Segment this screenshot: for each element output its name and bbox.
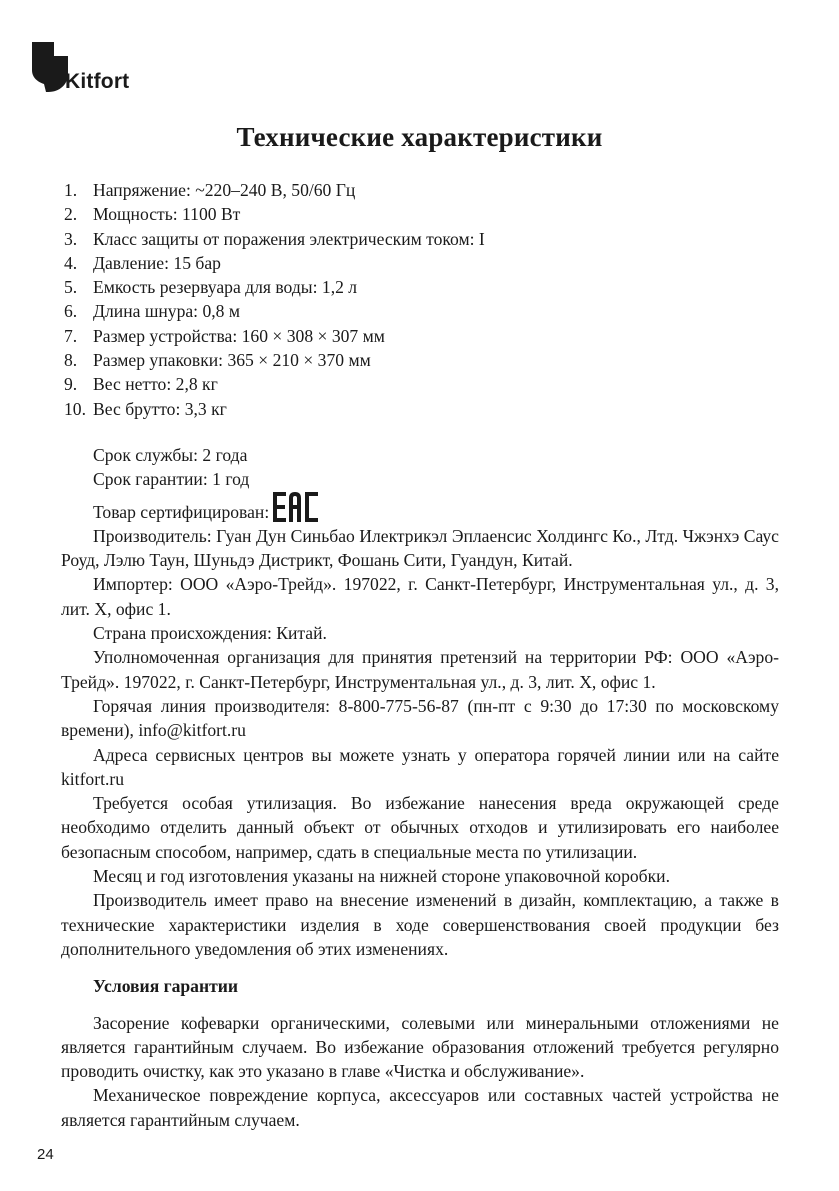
spec-number: 1. bbox=[64, 180, 78, 200]
info-section bbox=[61, 443, 779, 1132]
spec-number: 9. bbox=[64, 374, 78, 395]
manufacture-date: Месяц и год изготовления указаны на нижней стороне упаковочной коробки. bbox=[93, 866, 670, 887]
country-of-origin: Страна происхождения: Китай. bbox=[93, 623, 327, 644]
spec-text: Давление: 15 бар bbox=[93, 252, 221, 273]
spec-item bbox=[64, 372, 485, 396]
authorized-organization: Уполномоченная организация для принятия претензий на территории РФ: ООО «Аэро-Трейд». 197022, г. Санкт-Петербург, Инструментальная ул., д. 3, лит. Х, офис 1. bbox=[61, 647, 779, 692]
spec-item bbox=[64, 299, 485, 323]
spec-item bbox=[64, 202, 485, 226]
spec-item bbox=[64, 251, 485, 275]
manufacturer: Производитель: Гуан Дун Синьбао Илектрикэл Эплаенсис Холдингс Ко., Лтд. Чжэнхэ Саус Роуд, Лэлю Таун, Шуньдэ Дистрикт, Фошань Сити, Гуандун, Китай. bbox=[61, 525, 779, 571]
spec-text: Размер устройства: 160 × 308 × 307 мм bbox=[93, 325, 385, 346]
spec-item bbox=[64, 178, 485, 202]
certification-line bbox=[61, 492, 779, 524]
spec-text: Вес нетто: 2,8 кг bbox=[93, 374, 218, 395]
specs-list bbox=[64, 178, 485, 421]
disposal-notice: Требуется особая утилизация. Во избежание нанесения вреда окружающей среде необходимо отделить данный объект от обычных отходов и утилизировать его наиболее безопасным способом, например, сдать в специальные места по утилизации. bbox=[61, 793, 779, 862]
spec-text: Класс защиты от поражения электрическим током: I bbox=[93, 228, 485, 249]
eac-mark-icon bbox=[273, 492, 319, 522]
spec-item bbox=[64, 275, 485, 299]
spec-number: 5. bbox=[64, 277, 78, 298]
spec-number: 4. bbox=[64, 252, 78, 273]
service-life: Срок службы: 2 года bbox=[93, 445, 248, 465]
importer: Импортер: ООО «Аэро-Трейд». 197022, г. Санкт-Петербург, Инструментальная ул., д. 3, лит. Х, офис 1. bbox=[61, 574, 779, 619]
certification-label: Товар сертифицирован: bbox=[93, 501, 270, 522]
spec-item bbox=[64, 397, 485, 421]
page-number: 24 bbox=[37, 1146, 54, 1163]
hotline: Горячая линия производителя: 8-800-775-56-87 (пн-пт с 9:30 до 17:30 по московскому времени), info@kitfort.ru bbox=[61, 695, 779, 741]
spec-text: Емкость резервуара для воды: 1,2 л bbox=[93, 277, 358, 298]
warranty-clause-1: Засорение кофеварки органическими, солевыми или минеральными отложениями не является гарантийным случаем. Во избежание образования отложений требуется регулярно проводить очистку, как это указано в главе «Чистка и обслуживание». bbox=[61, 1012, 779, 1082]
spec-text: Мощность: 1100 Вт bbox=[93, 204, 241, 225]
spec-text: Длина шнура: 0,8 м bbox=[93, 301, 240, 322]
brand-name: Kitfort bbox=[65, 70, 130, 93]
spec-number: 6. bbox=[64, 301, 78, 322]
service-centers: Адреса сервисных центров вы можете узнать у оператора горячей линии или на сайте kitfort.ru bbox=[61, 744, 779, 789]
spec-item bbox=[64, 348, 485, 372]
warranty-heading: Условия гарантии bbox=[93, 976, 239, 997]
brand-logo bbox=[30, 40, 160, 100]
spec-text: Размер упаковки: 365 × 210 × 370 мм bbox=[93, 350, 371, 371]
spec-number: 10. bbox=[64, 398, 86, 419]
spec-text: Напряжение: ~220–240 В, 50/60 Гц bbox=[93, 180, 356, 200]
spec-number: 8. bbox=[64, 350, 78, 371]
page-title: Технические характеристики bbox=[236, 122, 603, 152]
warranty-clause-2: Механическое повреждение корпуса, аксессуаров или составных частей устройства не является гарантийным случаем. bbox=[61, 1085, 779, 1130]
spec-number: 3. bbox=[64, 228, 78, 249]
warranty-period: Срок гарантии: 1 год bbox=[93, 469, 250, 490]
spec-number: 7. bbox=[64, 325, 78, 346]
spec-text: Вес брутто: 3,3 кг bbox=[93, 398, 227, 419]
spec-number: 2. bbox=[64, 204, 78, 225]
spec-item bbox=[64, 324, 485, 348]
changes-notice: Производитель имеет право на внесение изменений в дизайн, комплектацию, а также в технические характеристики изделия в ходе совершенствования своей продукции без дополнительного уведомления об этих изменениях. bbox=[61, 890, 779, 959]
kitfort-logo-icon bbox=[30, 40, 70, 94]
spec-item bbox=[64, 227, 485, 251]
